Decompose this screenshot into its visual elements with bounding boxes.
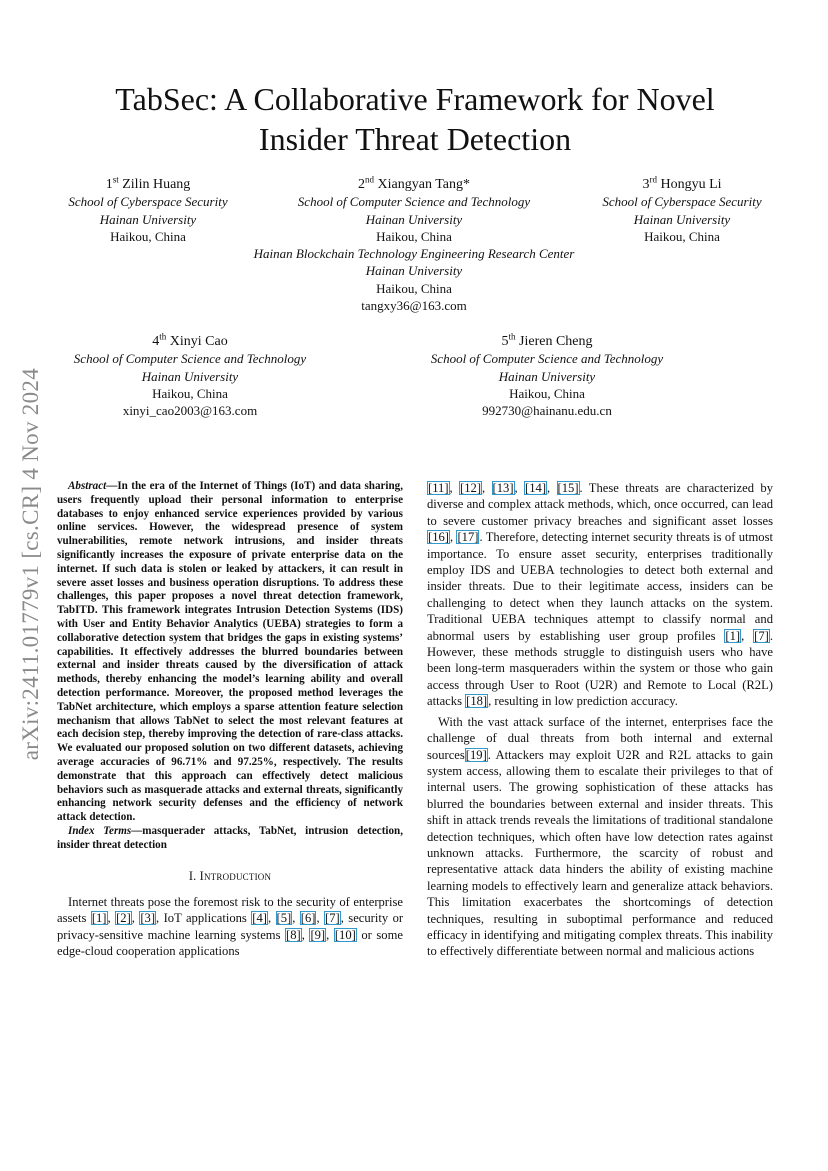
citation-link[interactable]: [1] — [91, 911, 107, 926]
citation-link[interactable]: [10] — [334, 927, 356, 942]
author-email[interactable]: tangxy36@163.com — [361, 298, 467, 314]
abstract-label: Abstract — [68, 480, 107, 492]
author-location: Haikou, China — [110, 228, 186, 244]
author-university: Hainan University — [365, 211, 463, 227]
author-name: 1st Zilin Huang — [105, 174, 191, 192]
citation-link[interactable]: [6] — [300, 911, 316, 926]
citation-link[interactable]: [18] — [466, 694, 488, 709]
citation-link[interactable]: [7] — [325, 911, 340, 926]
section-heading: I. Introduction — [188, 868, 272, 883]
citation-link[interactable]: [17] — [457, 530, 479, 545]
author-block-3 — [582, 176, 782, 245]
author-block-4 — [50, 333, 330, 419]
paper-title — [60, 79, 770, 159]
author-location: Haikou, China — [376, 228, 452, 244]
author-affiliation: School of Computer Science and Technology — [430, 351, 664, 367]
author-affiliation: School of Computer Science and Technology — [73, 351, 307, 367]
author-name: 5th Jieren Cheng — [501, 331, 593, 349]
citation-link[interactable]: [11] — [428, 481, 449, 495]
author-email[interactable]: xinyi_cao2003@163.com — [122, 403, 258, 419]
citation-link[interactable]: [9] — [310, 927, 326, 942]
citation-link[interactable]: [2] — [116, 911, 131, 926]
author-affiliation: School of Cyberspace Security — [602, 194, 762, 210]
author-university-2: Hainan University — [365, 263, 463, 279]
body-paragraph: With the vast attack surface of the internet, enterprises face the challenge of dual threats from both internal and external sources[19]. Attackers may exploit U2R and R2L attacks to gain system access, allowing them to escalate their privileges to that of internal users. The growing sophistication of these attacks has blurred the boundaries between external and insider threats. This shift in attack trends reveals the limitations of traditional standalone detection techniques, which often have low detection rates against unknown attacks. Furthermore, the scarcity of robust and representative attack data hinders the ability of existing machine learning models to effectively learn and generalize attack behaviors. This limitation exacerbates the shortcomings of detection techniques, resulting in suboptimal performance and reduced efficacy in identifying and mitigating complex threats. This inability to effectively differentiate between normal and malicious actions — [427, 714, 773, 959]
left-column — [57, 480, 403, 960]
title-line-1: TabSec: A Collaborative Framework for Novel — [115, 81, 715, 117]
author-location: Haikou, China — [644, 228, 720, 244]
abstract — [57, 480, 403, 825]
author-university: Hainan University — [141, 368, 239, 384]
author-location: Haikou, China — [152, 385, 228, 401]
index-terms-label: Index Terms — [68, 824, 132, 837]
citation-link[interactable]: [5] — [276, 911, 292, 926]
author-block-5 — [407, 333, 687, 419]
author-university: Hainan University — [633, 211, 731, 227]
author-name: 2nd Xiangyan Tang* — [358, 174, 470, 192]
citation-link[interactable]: [12] — [460, 481, 482, 495]
author-email[interactable]: 992730@hainanu.edu.cn — [482, 403, 612, 419]
author-university: Hainan University — [498, 368, 596, 384]
index-terms — [57, 825, 403, 853]
author-university: Hainan University — [99, 211, 197, 227]
author-block-2 — [214, 176, 614, 314]
author-location: Haikou, China — [509, 385, 585, 401]
title-line-2: Insider Threat Detection — [258, 121, 572, 157]
intro-paragraph: Internet threats pose the foremost risk to the security of enterprise assets [1], [2], [3], IoT applications [4], [5], [6], [7], security or privacy-sensitive machine learning systems [8], [9], [10] or some edge-cloud cooperation applications — [57, 894, 404, 959]
citation-link[interactable]: [4] — [252, 911, 267, 926]
citation-link[interactable]: [14] — [525, 481, 547, 495]
arxiv-identifier: arXiv:2411.01779v1 [cs.CR] 4 Nov 2024 — [18, 368, 43, 761]
citation-link[interactable]: [8] — [286, 927, 301, 942]
abstract-text: —In the era of the Internet of Things (IoT) and data sharing, users frequently upload their personal information to enterprise databases to enjoy enhanced service experiences provided by various online services. However, the widespread presence of system vulnerabilities, remote network intrusions, and insider threats significantly increases the exposure of private enterprise data on the internet. If such data is stolen or leaked by attackers, it can result in severe asset losses and business operation disruptions. To address these challenges, this paper proposes a novel threat detection framework, TabITD. This framework integrates Intrusion Detection Systems (IDS) with User and Entity Behavior Analytics (UEBA) strategies to form a collaborative detection system that bridges the gaps in existing systems’ capabilities. It effectively addresses the blurred boundaries between external and insider threats caused by the diversification of attack methods, thereby enhancing the model’s learning ability and overall detection performance. Moreover, the proposed method leverages the TabNet architecture, which employs a sparse attention feature selection mechanism that allows TabNet to select the most relevant features at each decision step, thereby improving the detection of rare-class attacks. We evaluated our proposed solution on two different datasets, achieving average accuracies of 96.71% and 97.25%, respectively. The results demonstrate that this approach can effectively detect malicious behaviors such as masquerade attacks and external threats, significantly enhancing network security defenses and the efficiency of network attack detection. — [57, 480, 403, 824]
citation-link[interactable]: [7] — [754, 628, 769, 643]
author-name: 4th Xinyi Cao — [152, 331, 228, 349]
index-terms-text: —masquerader attacks, TabNet, intrusion detection, insider threat detection — [57, 824, 403, 851]
citation-link[interactable]: [13] — [492, 481, 514, 495]
citation-link[interactable]: [3] — [140, 911, 156, 926]
author-location-2: Haikou, China — [376, 280, 452, 296]
author-affiliation-2: Hainan Blockchain Technology Engineering Research Center — [253, 246, 575, 262]
citation-link[interactable]: [19] — [465, 747, 487, 762]
intro-paragraph-continued: [11], [12], [13], [14], [15]. These threats are characterized by diverse and complex attack methods, which, once occurred, can lead to severe customer privacy breaches and significant asset losses [16], [17]. Therefore, detecting internet security threats is of utmost importance. To ensure asset security, enterprises traditionally employ IDS and UEBA technologies to detect both external and insider threats. Due to their legitimate access, insiders can be challenging to detect when they launch attacks on the system. Traditional UEBA techniques attempt to classify normal and abnormal users by establishing user group profiles [1], [7]. However, these methods struggle to distinguish users who have been long-term masqueraders within the system or those who gain access through User to Root (U2R) and Remote to Local (R2L) attacks [18], resulting in low prediction accuracy. — [427, 481, 773, 709]
right-column — [427, 480, 773, 960]
citation-link[interactable]: [1] — [725, 628, 741, 643]
citation-link[interactable]: [15] — [557, 481, 579, 495]
citation-link[interactable]: [16] — [428, 530, 449, 545]
author-affiliation: School of Cyberspace Security — [68, 194, 228, 210]
author-affiliation: School of Computer Science and Technology — [297, 194, 531, 210]
author-name: 3rd Hongyu Li — [642, 174, 722, 192]
